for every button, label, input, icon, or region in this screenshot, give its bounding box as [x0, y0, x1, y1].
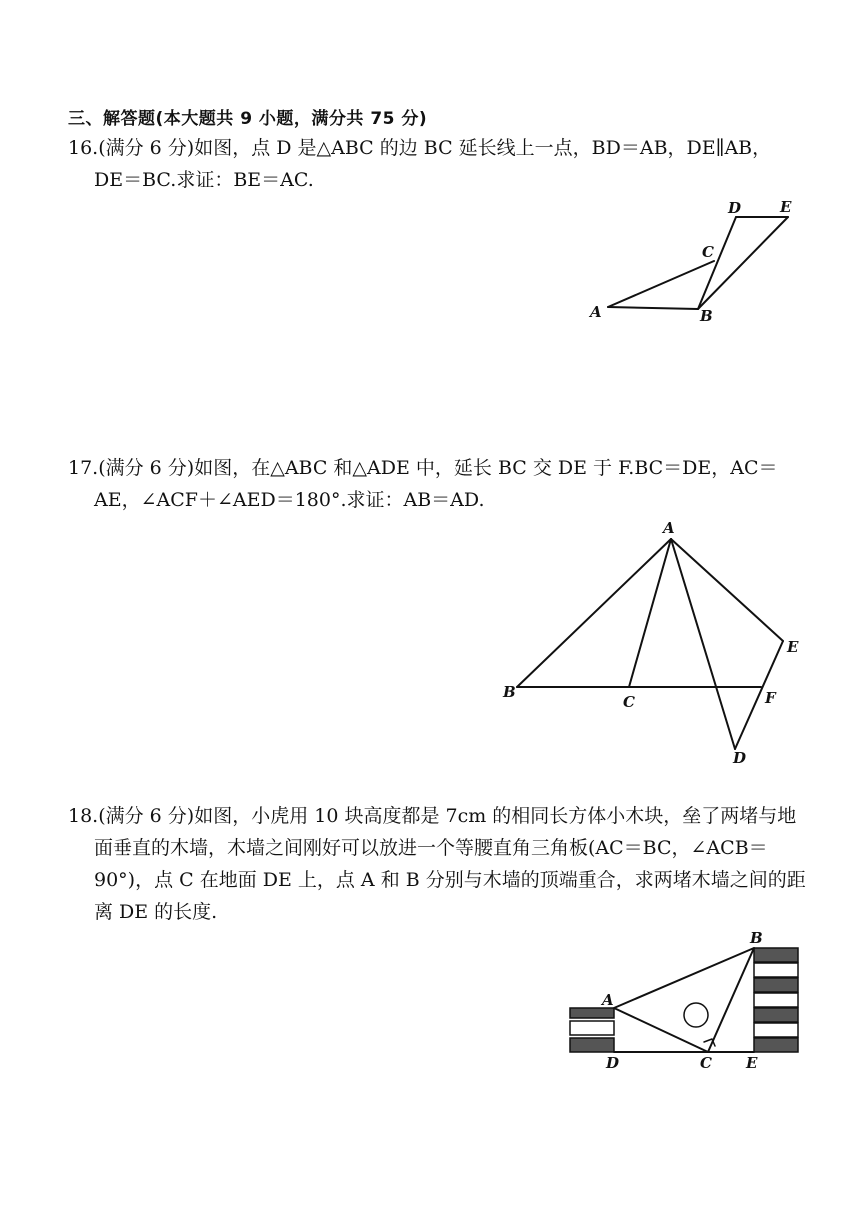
segment-ab	[608, 307, 698, 309]
label-c: C	[702, 243, 714, 261]
problem-18-line-2: 面垂直的木墙，木墙之间刚好可以放进一个等腰直角三角板(AC＝BC，∠ACB＝	[94, 837, 768, 859]
right-wall-block	[754, 1008, 798, 1022]
problem-17-line-2: AE，∠ACF＋∠AED＝180°.求证：AB＝AD.	[94, 489, 485, 511]
right-wall-block	[754, 963, 798, 977]
problem-18-line-1: 18.(满分 6 分)如图，小虎用 10 块高度都是 7cm 的相同长方体小木块，垒了两堵与地	[68, 805, 797, 827]
segment-ad	[671, 539, 735, 749]
problem-18-line-3: 90°)，点 C 在地面 DE 上，点 A 和 B 分别与木墙的顶端重合，求两堵木墙之间的距	[94, 869, 806, 891]
label-a: A	[602, 991, 614, 1009]
problem-17	[68, 452, 808, 516]
problem-17-line-1: 17.(满分 6 分)如图，在△ABC 和△ADE 中，延长 BC 交 DE 于 F.BC＝DE，AC＝	[68, 457, 778, 479]
right-wall-block	[754, 1038, 798, 1052]
problem-18-line-4: 离 DE 的长度.	[94, 901, 218, 923]
label-d: D	[728, 199, 742, 217]
right-wall-block	[754, 978, 798, 992]
problem-16-figure	[580, 195, 810, 325]
problem-17-figure	[495, 515, 815, 770]
problem-18	[68, 800, 808, 928]
label-e: E	[787, 638, 799, 656]
label-b: B	[700, 307, 713, 325]
problem-16-line-2: DE＝BC.求证：BE＝AC.	[94, 169, 314, 191]
label-b: B	[750, 929, 763, 947]
label-c: C	[623, 693, 635, 711]
label-a: A	[663, 519, 675, 537]
right-wall-block	[754, 993, 798, 1007]
label-d: D	[733, 749, 747, 767]
right-wood-wall	[754, 948, 798, 1052]
segment-ab	[517, 539, 671, 687]
segment-ed	[735, 641, 783, 749]
left-wall-block	[570, 1021, 614, 1035]
segment-ac	[629, 539, 671, 687]
segment-ac	[608, 261, 714, 307]
label-d: D	[606, 1054, 620, 1072]
left-wall-block	[570, 1038, 614, 1052]
triangle-abc	[614, 948, 754, 1052]
problem-16-line-1: 16.(满分 6 分)如图，点 D 是△ABC 的边 BC 延长线上一点，BD＝AB，DE∥AB，	[68, 137, 772, 159]
label-c: C	[700, 1054, 712, 1072]
left-wood-wall	[570, 1008, 614, 1052]
right-wall-block	[754, 1023, 798, 1037]
label-a: A	[590, 303, 602, 321]
left-wall-block	[570, 1008, 614, 1018]
label-b: B	[503, 683, 516, 701]
segment-bd	[698, 217, 736, 309]
problem-18-figure	[560, 925, 810, 1075]
right-wall-block	[754, 948, 798, 962]
segment-ae	[671, 539, 783, 641]
isosceles-right-triangle	[614, 948, 754, 1052]
section-title: 三、解答题(本大题共 9 小题，满分共 75 分)	[68, 109, 428, 129]
set-square-hole	[684, 1003, 708, 1027]
triangles-abc-ade-lines	[517, 539, 783, 749]
label-f: F	[765, 689, 776, 707]
problem-16	[68, 132, 808, 196]
label-e: E	[746, 1054, 758, 1072]
label-e: E	[780, 198, 792, 216]
triangle-abc-lines	[608, 217, 788, 309]
